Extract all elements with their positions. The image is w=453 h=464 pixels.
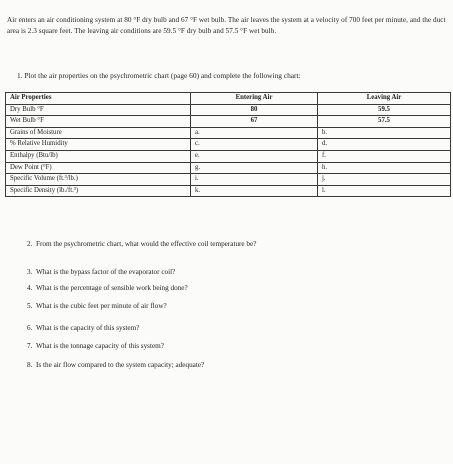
question-7	[27, 342, 164, 350]
question-number: 4.	[27, 284, 33, 292]
entering-answer-slot[interactable]: i.	[191, 174, 318, 186]
table-row	[6, 139, 451, 151]
leaving-answer-slot[interactable]: b.	[318, 127, 451, 139]
question-text: What is the cubic feet per minute of air flow?	[36, 302, 167, 310]
table-row	[6, 162, 451, 174]
entering-value: 67	[191, 116, 318, 128]
table-header-row	[6, 93, 451, 105]
air-properties-table	[5, 92, 451, 197]
question-text: From the psychrometric chart, what would the effective coil temperature be?	[36, 240, 257, 248]
property-label: Enthalpy (Btu/lb)	[6, 150, 191, 162]
property-label: % Relative Humidity	[6, 139, 191, 151]
property-label: Dew Point (°F)	[6, 162, 191, 174]
header-air-properties: Air Properties	[6, 93, 191, 105]
table-row	[6, 150, 451, 162]
property-label: Specific Volume (ft.³/lb.)	[6, 174, 191, 186]
question-5	[27, 302, 167, 310]
leaving-value: 59.5	[318, 104, 451, 116]
question-number: 6.	[27, 324, 33, 332]
leaving-answer-slot[interactable]: j.	[318, 174, 451, 186]
problem-statement: Air enters an air conditioning system at 80 °F dry bulb and 67 °F wet bulb. The air leaves the system at a velocity of 700 feet per minute, and the duct area is 2.3 square feet. The leaving air conditions are 59.5 °F dry bulb and 57.5 °F wet bulb.	[7, 16, 446, 35]
property-label: Specific Density (lb./ft.³)	[6, 185, 191, 197]
entering-answer-slot[interactable]: e.	[191, 150, 318, 162]
table-row	[6, 174, 451, 186]
question-number: 2.	[27, 240, 33, 248]
question-1: 1. Plot the air properties on the psychrometric chart (page 60) and complete the following chart:	[17, 71, 301, 80]
question-number: 3.	[27, 268, 33, 276]
entering-answer-slot[interactable]: g.	[191, 162, 318, 174]
question-text: What is the percentage of sensible work being done?	[36, 284, 188, 292]
question-3	[27, 268, 175, 276]
table-row	[6, 104, 451, 116]
leaving-answer-slot[interactable]: l.	[318, 185, 451, 197]
question-text: What is the capacity of this system?	[36, 324, 140, 332]
question-6	[27, 324, 139, 332]
question-8	[27, 361, 204, 369]
question-text: Is the air flow compared to the system capacity; adequate?	[36, 361, 205, 369]
header-entering-air: Entering Air	[191, 93, 318, 105]
question-number: 7.	[27, 342, 33, 350]
question-text: What is the bypass factor of the evaporator coil?	[36, 268, 176, 276]
question-4	[27, 284, 188, 292]
leaving-answer-slot[interactable]: f.	[318, 150, 451, 162]
table-body	[6, 104, 451, 197]
question-number: 8.	[27, 361, 33, 369]
entering-value: 80	[191, 104, 318, 116]
leaving-answer-slot[interactable]: h.	[318, 162, 451, 174]
property-label: Grains of Moisture	[6, 127, 191, 139]
table-row	[6, 185, 451, 197]
header-leaving-air: Leaving Air	[318, 93, 451, 105]
table-row	[6, 116, 451, 128]
entering-answer-slot[interactable]: c.	[191, 139, 318, 151]
entering-answer-slot[interactable]: k.	[191, 185, 318, 197]
leaving-answer-slot[interactable]: d.	[318, 139, 451, 151]
entering-answer-slot[interactable]: a.	[191, 127, 318, 139]
leaving-value: 57.5	[318, 116, 451, 128]
question-text: What is the tonnage capacity of this system?	[36, 342, 164, 350]
question-2	[27, 240, 256, 248]
question-number: 5.	[27, 302, 33, 310]
table-row	[6, 127, 451, 139]
property-label: Dry Bulb °F	[6, 104, 191, 116]
property-label: Wet Bulb °F	[6, 116, 191, 128]
